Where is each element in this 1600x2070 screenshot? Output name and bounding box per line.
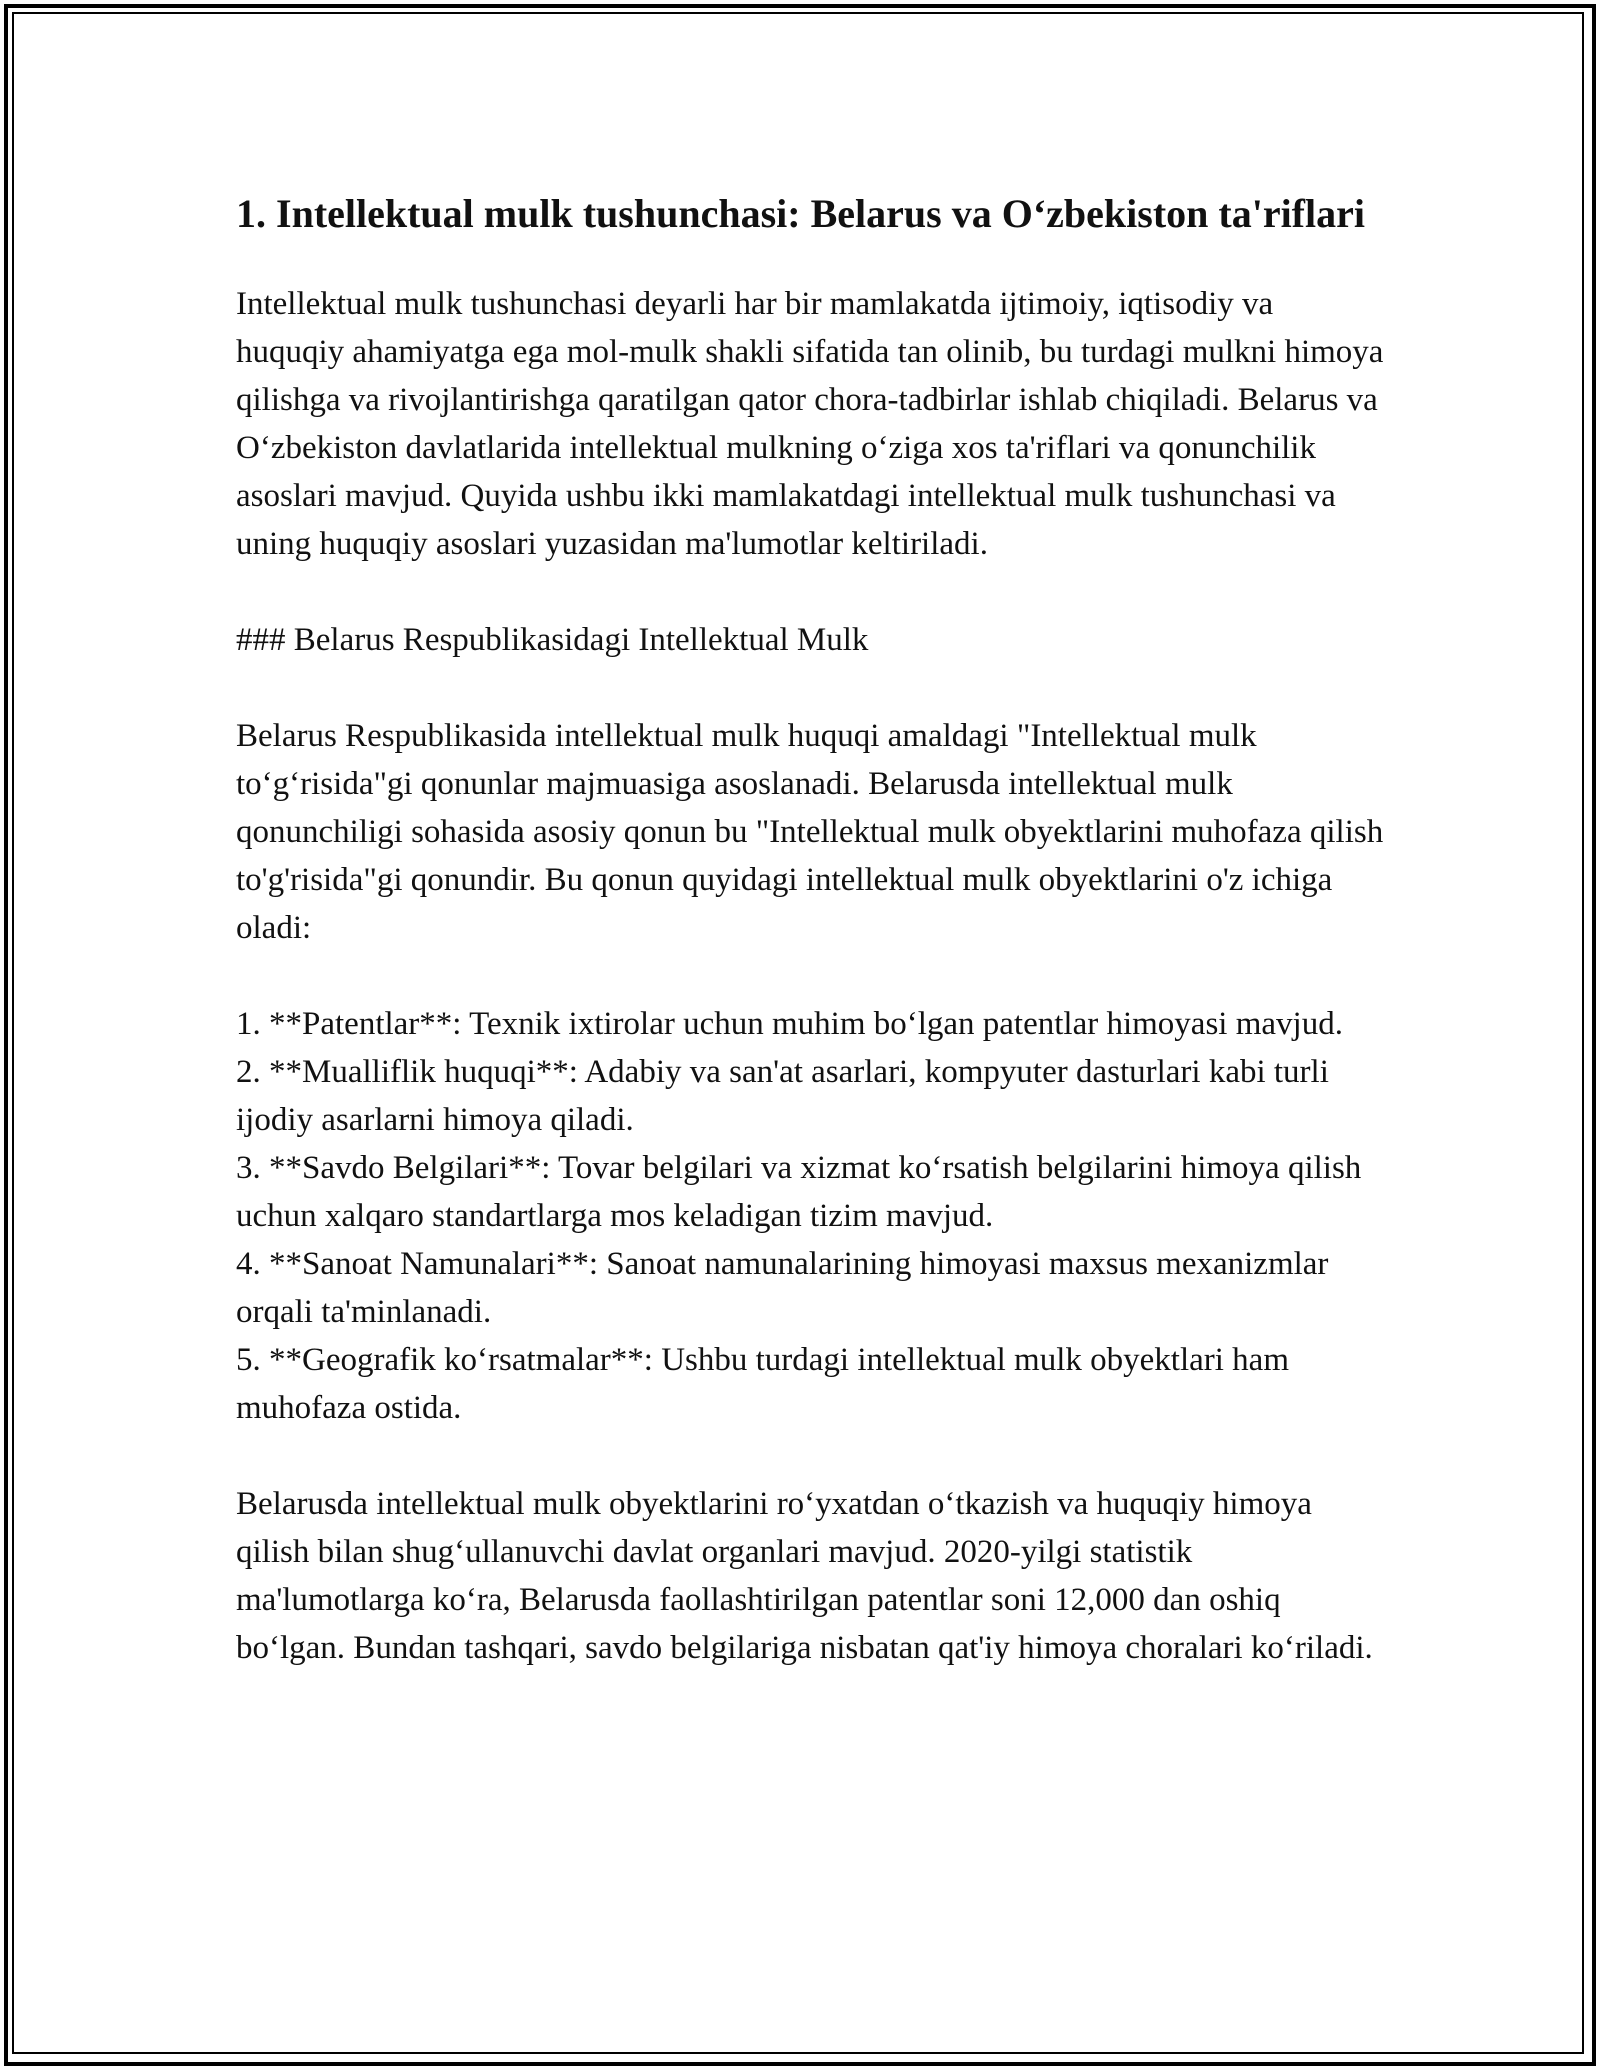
closing-paragraph: Belarusda intellektual mulk obyektlarini ro‘yxatdan o‘tkazish va huquqiy himoya qilish bilan shug‘ullanuvchi davlat organlari mavjud. 2020-yilgi statistik ma'lumotlarga ko‘ra, Belarusda faollashtirilgan patentlar soni 12,000 dan oshiq bo‘lgan. Bundan tashqari, savdo belgilariga nisbatan qat'iy himoya choralari ko‘riladi. bbox=[236, 1486, 1373, 1666]
ip-objects-list bbox=[236, 1000, 1386, 1432]
intro-paragraph: Intellektual mulk tushunchasi deyarli har bir mamlakatda ijtimoiy, iqtisodiy va huquqiy ahamiyatga ega mol-mulk shakli sifatida tan olinib, bu turdagi mulkni himoya qilishga va rivojlantirishga qaratilgan qator chora-tadbirlar ishlab chiqiladi. Belarus va O‘zbekiston davlatlarida intellektual mulkning o‘ziga xos ta'riflari va qonunchilik asoslari mavjud. Quyida ushbu ikki mamlakatdagi intellektual mulk tushunchasi va uning huquqiy asoslari yuzasidan ma'lumotlar keltiriladi. bbox=[236, 286, 1384, 562]
list-item: 3. **Savdo Belgilari**: Tovar belgilari va xizmat ko‘rsatish belgilarini himoya qilish uchun xalqaro standartlarga mos keladigan tizim mavjud. bbox=[236, 1150, 1362, 1234]
list-item: 5. **Geografik ko‘rsatmalar**: Ushbu turdagi intellektual mulk obyektlari ham muhofaza ostida. bbox=[236, 1342, 1289, 1426]
section-heading-belarus: ### Belarus Respublikasidagi Intellektual Mulk bbox=[236, 622, 869, 658]
belarus-law-paragraph: Belarus Respublikasida intellektual mulk huquqi amaldagi "Intellektual mulk to‘g‘risida"gi qonunlar majmuasiga asoslanadi. Belarusda intellektual mulk qonunchiligi sohasida asosiy qonun bu "Intellektual mulk obyektlarini muhofaza qilish to'g'risida"gi qonundir. Bu qonun quyidagi intellektual mulk obyektlarini o'z ichiga oladi: bbox=[236, 718, 1384, 946]
list-item: 1. **Patentlar**: Texnik ixtirolar uchun muhim bo‘lgan patentlar himoyasi mavjud. bbox=[236, 1006, 1343, 1042]
list-item: 2. **Mualliflik huquqi**: Adabiy va san'at asarlari, kompyuter dasturlari kabi turli ijodiy asarlarni himoya qiladi. bbox=[236, 1054, 1329, 1138]
document-title: 1. Intellektual mulk tushunchasi: Belarus va O‘zbekiston ta'riflari bbox=[236, 191, 1365, 236]
list-item: 4. **Sanoat Namunalari**: Sanoat namunalarining himoyasi maxsus mexanizmlar orqali ta'minlanadi. bbox=[236, 1246, 1329, 1330]
document-page bbox=[236, 186, 1386, 1720]
